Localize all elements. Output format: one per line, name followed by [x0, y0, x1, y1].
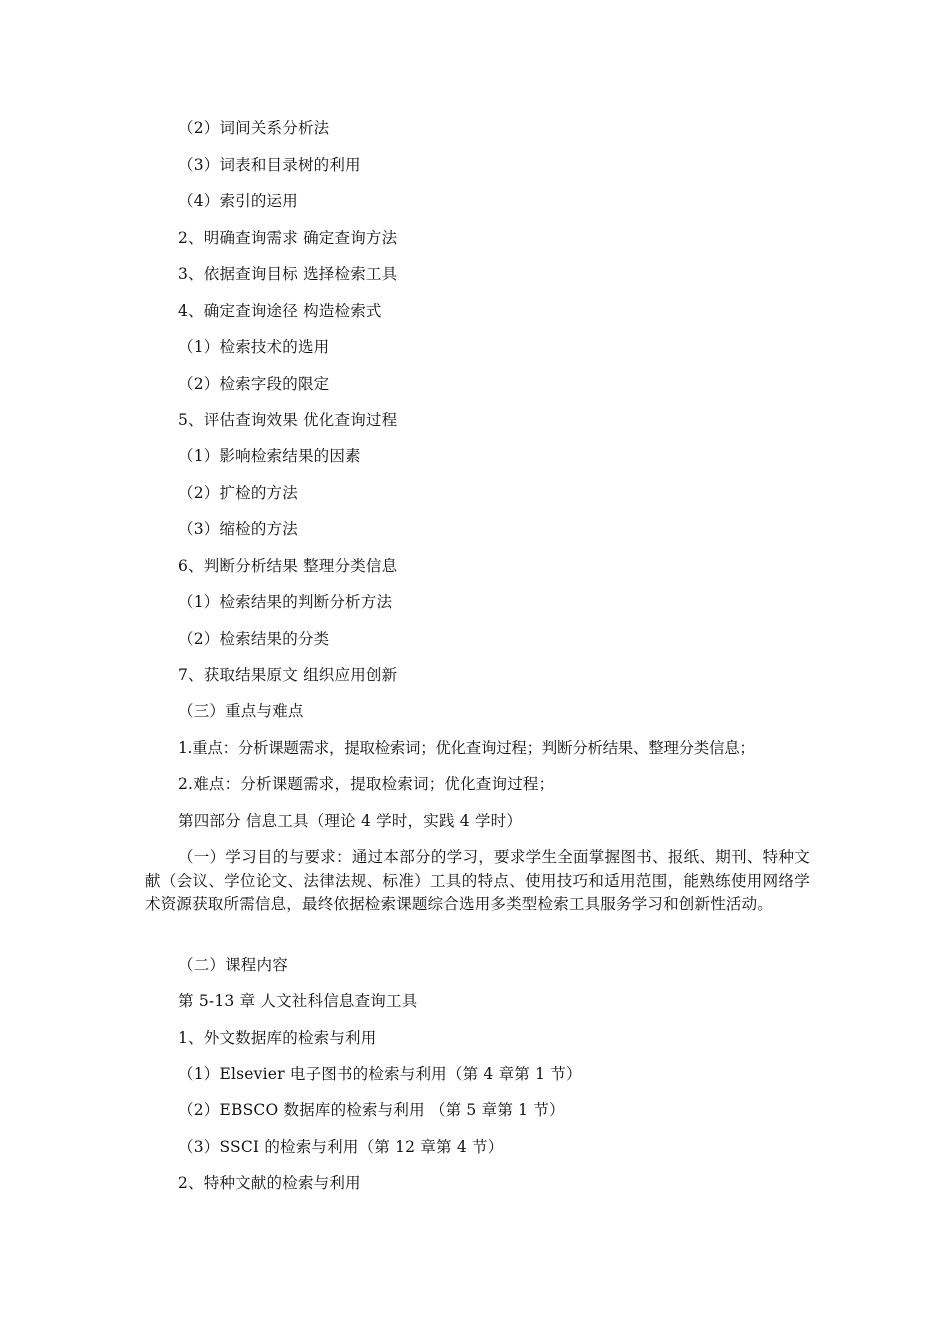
text-line: （2）检索结果的分类	[178, 630, 330, 648]
text-line: （3）缩检的方法	[178, 520, 298, 538]
text-line: （2）检索字段的限定	[178, 375, 330, 393]
text-line: （3）词表和目录树的利用	[178, 156, 361, 174]
text-line: 6、判断分析结果 整理分类信息	[178, 557, 398, 575]
paragraph: （一）学习目的与要求：通过本部分的学习，要求学生全面掌握图书、报纸、期刊、特种文献（会议、学位论文、法律法规、标准）工具的特点、使用技巧和适用范围，能熟练使用网络学术资源获取所需信息，最终依据检索课题综合选用多类型检索工具服务学习和创新性活动。	[145, 848, 810, 913]
text-line: 2、明确查询需求 确定查询方法	[178, 229, 398, 247]
text-line: （3）SSCI 的检索与利用（第 12 章第 4 节）	[178, 1138, 504, 1156]
text-line: 第 5-13 章 人文社科信息查询工具	[178, 992, 418, 1010]
text-line: 2.难点：分析课题需求，提取检索词；优化查询过程；	[178, 775, 555, 793]
text-line: 3、依据查询目标 选择检索工具	[178, 265, 398, 283]
text-line: （1）Elsevier 电子图书的检索与利用（第 4 章第 1 节）	[178, 1065, 582, 1083]
text-line: （4）索引的运用	[178, 192, 298, 210]
text-line: 2、特种文献的检索与利用	[178, 1174, 361, 1192]
text-line: 5、评估查询效果 优化查询过程	[178, 411, 398, 429]
text-line: （1）检索技术的选用	[178, 338, 330, 356]
text-line: 1、外文数据库的检索与利用	[178, 1029, 377, 1047]
text-line: 1.重点：分析课题需求，提取检索词；优化查询过程；判断分析结果、整理分类信息；	[178, 739, 755, 757]
text-line: （2）词间关系分析法	[178, 119, 330, 137]
text-line: （1）检索结果的判断分析方法	[178, 593, 393, 611]
text-line: （2）扩检的方法	[178, 484, 298, 502]
text-line: 7、获取结果原文 组织应用创新	[178, 666, 398, 684]
text-line: （三）重点与难点	[178, 702, 304, 720]
section-heading: 第四部分 信息工具（理论 4 学时，实践 4 学时）	[178, 812, 523, 830]
text-line: 4、确定查询途径 构造检索式	[178, 302, 382, 320]
text-line: （2）EBSCO 数据库的检索与利用 （第 5 章第 1 节）	[178, 1101, 565, 1119]
text-line: （二）课程内容	[178, 956, 288, 974]
text-line: （1）影响检索结果的因素	[178, 447, 361, 465]
